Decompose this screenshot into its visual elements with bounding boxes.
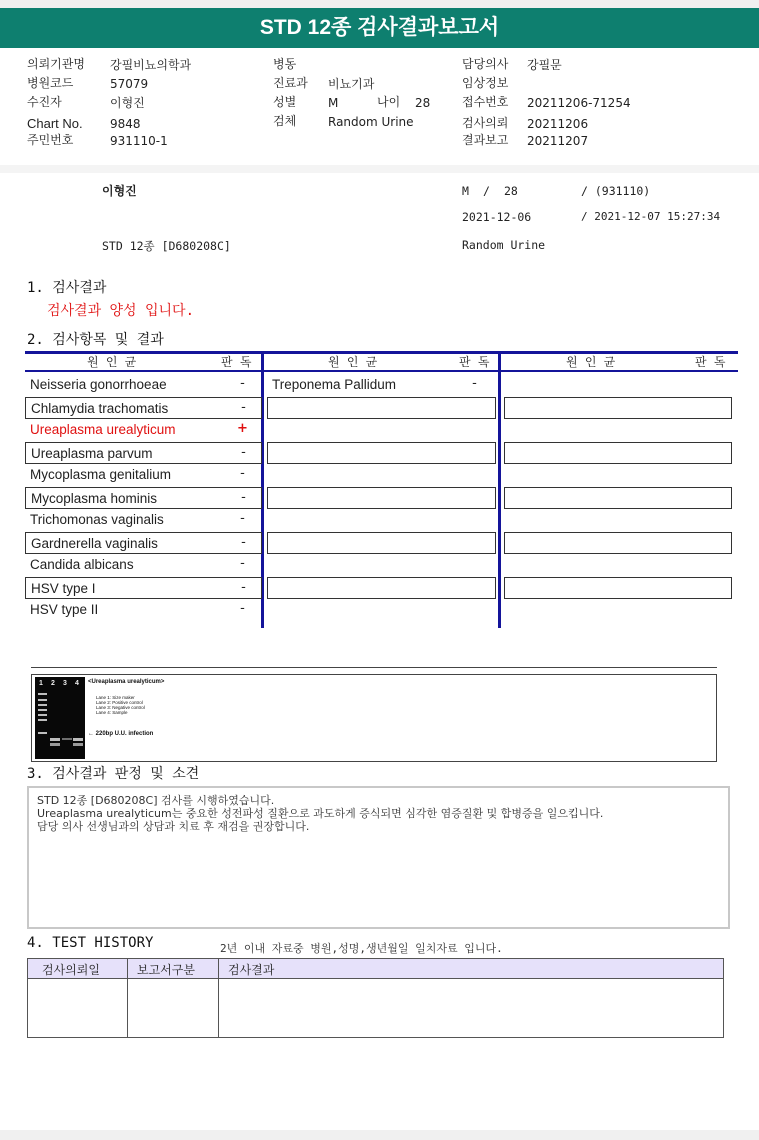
result-row <box>25 487 262 509</box>
pathogen-result: - <box>240 601 245 616</box>
summary-slash: / <box>483 184 490 198</box>
gel-electrophoresis-image <box>35 677 85 759</box>
patient-value: 이형진 <box>110 96 145 110</box>
pathogen-name: Trichomonas vaginalis <box>30 512 164 527</box>
empty-cell <box>267 397 496 419</box>
empty-cell <box>504 532 732 554</box>
pathogen-result: - <box>241 580 246 595</box>
positive-band <box>50 738 60 741</box>
empty-cell <box>504 577 732 599</box>
pathogen-name: Mycoplasma genitalium <box>30 467 172 482</box>
chart-label: Chart No. <box>27 116 83 131</box>
ladder-band <box>38 714 47 716</box>
history-col-divider <box>218 958 219 1038</box>
primer-band <box>50 743 60 746</box>
lane-label: 2 <box>51 680 55 687</box>
sex-value: M <box>328 96 339 110</box>
summary-datetime: / 2021-12-07 15:27:34 <box>581 210 721 223</box>
empty-cell <box>504 442 732 464</box>
gel-note: Lane 4: Sample <box>96 710 128 715</box>
ladder-band <box>38 709 47 711</box>
pathogen-result: - <box>240 556 245 571</box>
result-row <box>25 532 262 554</box>
chart-value: 9848 <box>110 117 141 131</box>
result-row <box>25 374 262 396</box>
summary-birth: / (931110) <box>581 184 651 198</box>
col-judge-3: 판 독 <box>695 355 726 369</box>
doctor-value: 강필문 <box>527 58 562 72</box>
result-row <box>25 397 262 419</box>
pathogen-name: HSV type I <box>31 581 96 596</box>
pathogen-name: Treponema Pallidum <box>272 377 397 392</box>
col-pathogen-2: 원 인 균 <box>328 355 378 369</box>
pathogen-name: Mycoplasma hominis <box>31 491 158 506</box>
opinion-box <box>27 786 730 929</box>
col-report-type: 보고서구분 <box>137 963 195 977</box>
gel-divider <box>31 667 717 668</box>
result-row <box>25 599 262 621</box>
summary-age: 28 <box>504 184 518 198</box>
receipt-value: 20211206-71254 <box>527 96 631 110</box>
opinion-line: STD 12종 [D680208C] 검사를 시행하였습니다. <box>37 794 275 807</box>
empty-cell <box>504 397 732 419</box>
lane-label: 3 <box>63 680 67 687</box>
gel-note: Lane 3: Negative control <box>96 705 145 710</box>
history-table-header <box>27 958 724 979</box>
report-title: STD 12종 검사결과보고서 <box>0 8 759 48</box>
summary-test: STD 12종 [D680208C] <box>102 239 231 253</box>
bottom-strip <box>0 1130 759 1140</box>
lane-label: 1 <box>39 680 43 687</box>
specimen-value: Random Urine <box>328 115 414 129</box>
pathogen-name: Neisseria gonorrhoeae <box>30 377 167 392</box>
report-label: 결과보고 <box>462 133 509 147</box>
pathogen-result: - <box>241 535 246 550</box>
empty-cell <box>267 532 496 554</box>
pathogen-result: - <box>241 445 246 460</box>
pathogen-name: Candida albicans <box>30 557 134 572</box>
pathogen-name: Ureaplasma urealyticum <box>30 422 176 437</box>
empty-cell <box>504 487 732 509</box>
col-pathogen-1: 원 인 균 <box>87 355 137 369</box>
hospital-value: 강필비뇨의학과 <box>110 58 192 72</box>
summary-name: 이형진 <box>102 184 137 198</box>
gel-title: <Ureaplasma urealyticum> <box>88 679 165 685</box>
col-pathogen-3: 원 인 균 <box>566 355 616 369</box>
section4-title: 4. TEST HISTORY <box>27 935 154 951</box>
doctor-label: 담당의사 <box>462 57 509 71</box>
top-strip <box>0 0 759 8</box>
pathogen-result: - <box>472 376 477 391</box>
request-label: 검사의뢰 <box>462 116 509 130</box>
result-row <box>25 464 262 486</box>
receipt-label: 접수번호 <box>462 95 509 109</box>
col-judge-1: 판 독 <box>221 355 252 369</box>
results-table-header <box>25 351 738 372</box>
pathogen-result: - <box>240 511 245 526</box>
pathogen-result: - <box>240 376 245 391</box>
sex-label: 성별 <box>273 95 297 109</box>
section3-title: 3. 검사결과 판정 및 소견 <box>27 766 200 782</box>
opinion-line: 담당 의사 선생님과의 상담과 치료 후 재검을 권장합니다. <box>37 820 310 833</box>
ladder-band <box>38 693 47 695</box>
specimen-label: 검체 <box>273 114 297 128</box>
history-table-body <box>27 979 724 1038</box>
empty-cell <box>267 442 496 464</box>
patient-label: 수진자 <box>27 95 62 109</box>
gel-frame <box>31 674 717 762</box>
negative-band <box>62 738 72 740</box>
pathogen-result: - <box>240 466 245 481</box>
resident-value: 931110-1 <box>110 134 168 148</box>
gel-arrow-label: ← 220bp U.U. infection <box>88 731 154 737</box>
resident-label: 주민번호 <box>27 133 74 147</box>
dept-label: 진료과 <box>273 76 308 90</box>
pathogen-result: - <box>241 400 246 415</box>
result-row <box>267 374 504 396</box>
summary-specimen: Random Urine <box>462 238 546 252</box>
history-col-divider <box>127 958 128 1038</box>
ward-label: 병동 <box>273 57 297 71</box>
ladder-band <box>38 699 47 701</box>
pathogen-name: Gardnerella vaginalis <box>31 536 158 551</box>
lane-label: 4 <box>75 680 79 687</box>
gel-note: Lane 1: Size maker <box>96 695 135 700</box>
pathogen-name: Chlamydia trachomatis <box>31 401 169 416</box>
ladder-band <box>38 704 47 706</box>
history-note: 2년 이내 자료중 병원,성명,생년월일 일치자료 입니다. <box>220 942 503 955</box>
report-value: 20211207 <box>527 134 589 148</box>
age-value: 28 <box>415 96 431 110</box>
opinion-line: Ureaplasma urealyticum는 중요한 성전파성 질환으로 과도하게 증식되면 심각한 염증질환 및 합병증을 일으킵니다. <box>37 807 604 820</box>
gel-note: Lane 2: Positive control <box>96 700 143 705</box>
pathogen-name: Ureaplasma parvum <box>31 446 153 461</box>
pathogen-result: + <box>237 421 248 436</box>
clinical-label: 임상정보 <box>462 76 509 90</box>
summary-date: 2021-12-06 <box>462 210 532 224</box>
result-row <box>25 577 262 599</box>
positive-result: 검사결과 양성 입니다. <box>47 303 195 319</box>
summary-sex: M <box>462 184 469 198</box>
col-judge-2: 판 독 <box>459 355 490 369</box>
header-band <box>0 165 759 173</box>
request-value: 20211206 <box>527 117 589 131</box>
section1-title: 1. 검사결과 <box>27 280 107 296</box>
col-request-date: 검사의뢰일 <box>42 963 100 977</box>
sample-band <box>73 738 83 741</box>
result-row <box>25 509 262 531</box>
result-row <box>25 442 262 464</box>
ladder-band <box>38 732 47 734</box>
pathogen-result: - <box>241 490 246 505</box>
section2-title: 2. 검사항목 및 결과 <box>27 332 164 348</box>
col-test-result: 검사결과 <box>228 963 275 977</box>
ladder-band <box>38 719 47 721</box>
code-value: 57079 <box>110 77 149 91</box>
empty-cell <box>267 487 496 509</box>
primer-band <box>73 743 83 746</box>
empty-cell <box>267 577 496 599</box>
hospital-label: 의뢰기관명 <box>27 57 85 71</box>
result-row-positive <box>25 419 262 441</box>
result-row <box>25 554 262 576</box>
pathogen-name: HSV type II <box>30 602 99 617</box>
dept-value: 비뇨기과 <box>328 77 375 91</box>
code-label: 병원코드 <box>27 76 74 90</box>
age-label: 나이 <box>377 95 401 109</box>
